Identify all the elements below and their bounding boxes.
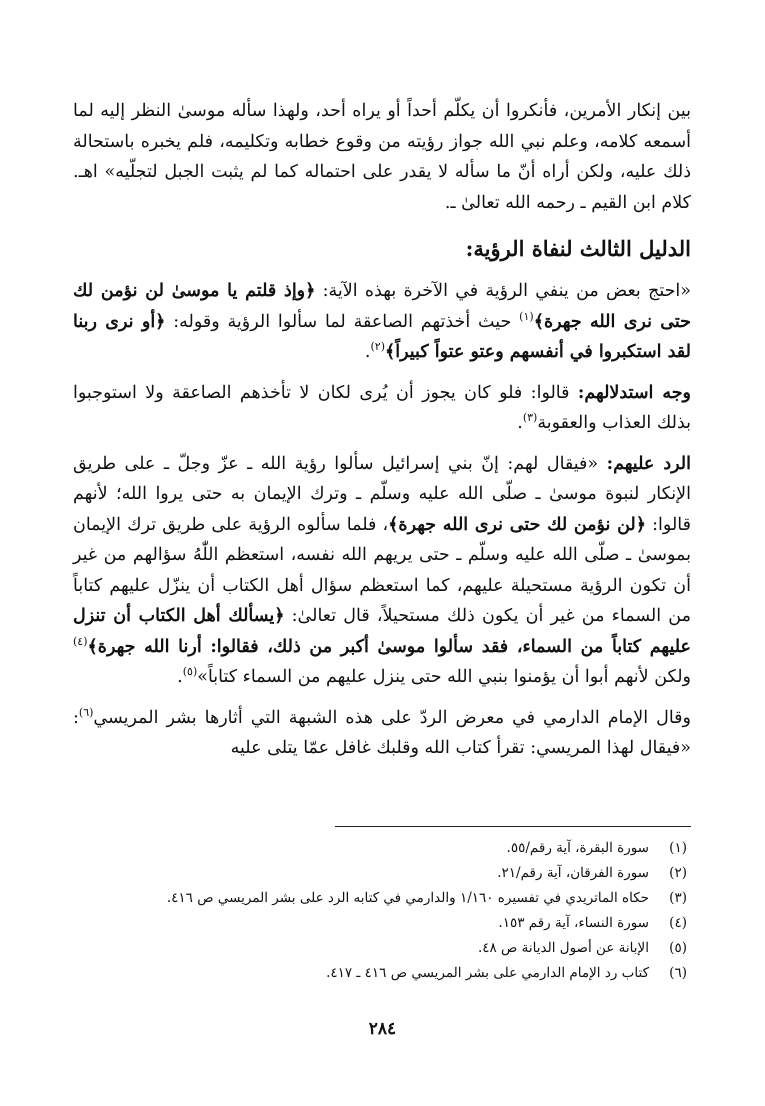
footnote-text: سورة النساء، آية رقم ١٥٣.	[498, 915, 649, 931]
paragraph-text: : «فيقال لهذا المريسي: تقرأ كتاب الله وقلبك غافل عمّا يتلى عليه	[73, 707, 691, 758]
paragraph-continuation: بين إنكار الأمرين، فأنكروا أن يكلّم أحداً أو يراه أحد، ولهذا سأله موسىٰ النظر إليه لما أسمعه كلامه، وعلم نبي الله جواز رؤيته من وقوع خطابه وتكليمه، فلم يخبره باستحالة ذلك عليه، ولكن أراه أنّ ما سأله لا يقدر على احتماله كما لم يثبت الجبل لتجلّيه» اهـ. كلام ابن القيم ـ رحمه الله تعالىٰ ـ.	[73, 101, 691, 213]
paragraph-label: وجه استدلالهم:	[577, 382, 691, 403]
footnote-ref: (٢)	[370, 340, 385, 354]
quran-verse: ﴿أو نرى ربنا لقد استكبروا في أنفسهم وعتو عتواً كبيراً﴾	[73, 311, 691, 362]
paragraph-text: .	[364, 342, 371, 362]
paragraph-darimi	[73, 703, 691, 764]
paragraph-text: .	[177, 667, 183, 687]
footnote-number: (٤)	[669, 915, 687, 931]
footnote-ref: (٥)	[182, 665, 198, 679]
paragraph-text: وقال الإمام الدارمي في معرض الردّ على هذه الشبهة التي أثارها بشر المريسي	[93, 707, 691, 728]
paragraph-label: الرد عليهم:	[606, 453, 691, 474]
footnote-text: كتاب رد الإمام الدارمي على بشر المريسي ص ٤١٦ ـ ٤١٧.	[326, 965, 649, 981]
paragraph-inference	[73, 378, 691, 439]
footnote-text: سورة الفرقان، آية رقم/٢١.	[497, 865, 649, 881]
paragraph-text: قالوا: فلو كان يجوز أن يُرى لكان لا تأخذهم الصاعقة ولا استوجبوا بذلك العذاب والعقوبة	[73, 382, 691, 433]
quran-verse: ﴿لن نؤمن لك حتى نرى الله جهرة﴾	[388, 514, 647, 535]
footnotes-list	[73, 836, 691, 986]
footnote-item	[73, 936, 691, 961]
quran-verse: ﴿يسألك أهل الكتاب أن تنزل عليهم كتاباً من السماء، فقد سألوا موسىٰ أكبر من ذلك، فقالوا: أرنا الله جهرة﴾	[73, 606, 691, 657]
paragraph-text: «فيقال لهم: إنّ بني إسرائيل سألوا رؤية الله ـ عزّ وجلّ ـ على طريق الإنكار لنبوة موسىٰ ـ صلّى الله عليه وسلّم ـ وترك الإيمان به حتى يروا الله؛ لأنهم قالوا:	[73, 453, 691, 535]
footnote-text: حكاه الماتريدي في تفسيره ١/١٦٠ والدارمي في كتابه الرد على بشر المريسي ص ٤١٦.	[166, 890, 649, 906]
footnote-ref: (٤)	[73, 634, 88, 648]
footnote-ref: (١)	[519, 309, 534, 323]
paragraph-text: ولكن لأنهم أبوا أن يؤمنوا بنبي الله حتى ينزل عليهم من السماء كتاباً»	[197, 667, 691, 687]
paragraph-text: .	[517, 413, 523, 433]
paragraph-rebuttal	[73, 449, 691, 693]
paragraph-text: ، فلما سألوه الرؤية على طريق ترك الإيمان بموسىٰ ـ صلّى الله عليه وسلّم ـ حتى يريهم الله نفسه، استعظم اللّٰهُ سؤالهم من غير أن تكون الرؤية مستحيلة عليهم، كما استعظم سؤال أهل الكتاب أن ينزّل عليهم كتاباً من السماء من غير أن يكون ذلك مستحيلاً، قال تعالىٰ:	[73, 514, 691, 626]
footnote-text: الإبانة عن أصول الديانة ص ٤٨.	[477, 940, 649, 956]
footnote-number: (٣)	[669, 890, 687, 906]
page-number: ٢٨٤	[368, 1019, 397, 1039]
paragraph-text: «احتج بعض من ينفي الرؤية في الآخرة بهذه الآية:	[315, 281, 691, 301]
section-heading: الدليل الثالث لنفاة الرؤية:	[465, 236, 691, 261]
paragraph-argument	[73, 276, 691, 368]
quran-verse: ﴿وإذ قلتم يا موسىٰ لن نؤمن لك حتى نرى الله جهرة﴾	[73, 281, 691, 332]
paragraph-text: حيث أخذتهم الصاعقة لما سألوا الرؤية وقوله:	[165, 311, 520, 332]
footnote-ref: (٣)	[522, 411, 538, 425]
footnote-item	[73, 836, 691, 861]
footnote-ref: (٦)	[78, 705, 94, 719]
footnote-number: (٢)	[669, 865, 687, 881]
footnote-item	[73, 911, 691, 936]
page-body	[73, 96, 691, 764]
footnote-number: (٥)	[669, 940, 687, 956]
footnote-number: (١)	[669, 840, 687, 856]
footnote-divider	[335, 826, 691, 827]
footnote-item	[73, 961, 691, 986]
footnote-item	[73, 886, 691, 911]
footnote-number: (٦)	[669, 965, 687, 981]
footnote-item	[73, 861, 691, 886]
footnote-text: سورة البقرة، آية رقم/٥٥.	[506, 840, 649, 856]
